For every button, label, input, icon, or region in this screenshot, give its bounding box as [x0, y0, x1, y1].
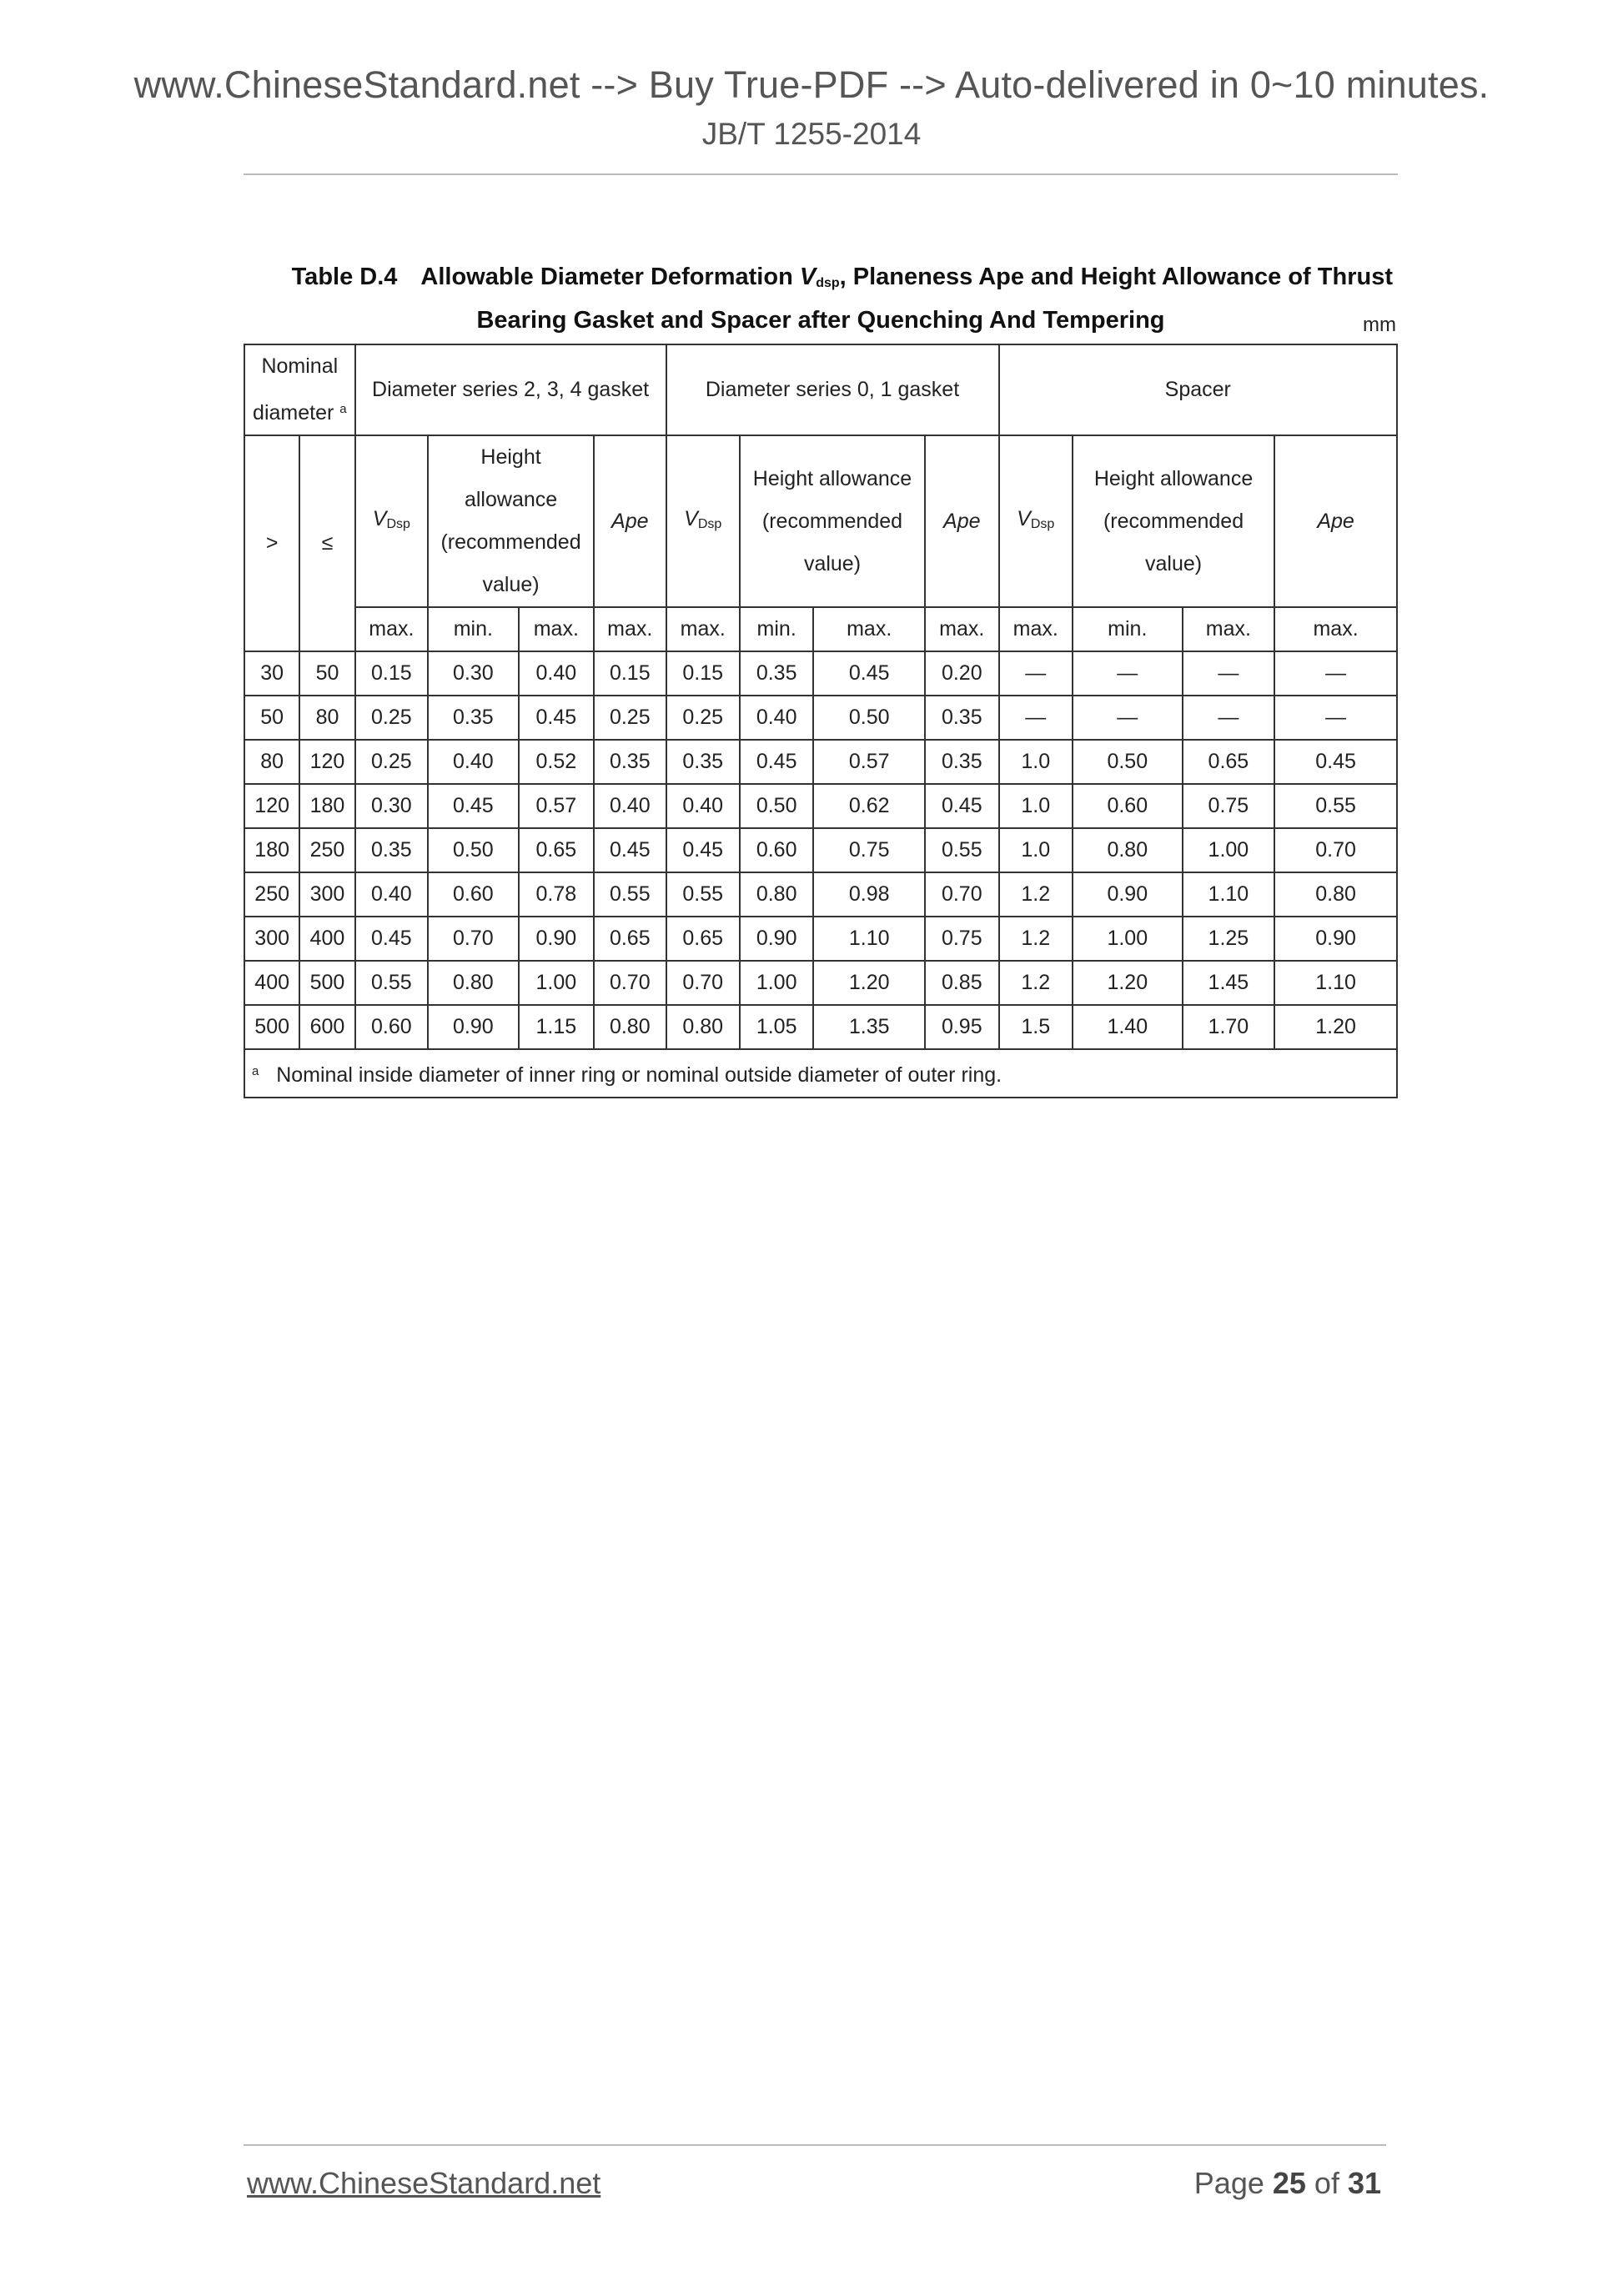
table-cell: 0.70	[594, 961, 666, 1005]
table-cell: 1.0	[999, 740, 1073, 784]
table-cell: 0.35	[594, 740, 666, 784]
table-cell: 0.30	[355, 784, 428, 828]
table-cell: 0.50	[428, 828, 519, 872]
footer-site-link[interactable]: www.ChineseStandard.net	[247, 2166, 601, 2200]
table-cell: 250	[299, 828, 354, 872]
table-cell: 1.2	[999, 961, 1073, 1005]
table-cell: 0.80	[1274, 872, 1397, 917]
table-cell: 0.80	[740, 872, 813, 917]
table-cell: 0.40	[428, 740, 519, 784]
table-cell: 0.45	[666, 828, 740, 872]
table-cell: —	[1183, 696, 1275, 740]
table-cell: 0.57	[519, 784, 594, 828]
table-cell: 0.57	[813, 740, 925, 784]
header-banner: www.ChineseStandard.net --> Buy True-PDF --> Auto-delivered in 0~10 minutes.	[133, 63, 1490, 106]
table-cell: 0.75	[925, 917, 998, 961]
table-cell: 0.65	[519, 828, 594, 872]
table-cell: 0.20	[925, 651, 998, 696]
table-cell: 1.2	[999, 917, 1073, 961]
limit-cell: max.	[355, 607, 428, 651]
table-row	[244, 961, 1397, 1005]
table-cell: 80	[299, 696, 354, 740]
table-cell: 1.10	[1183, 872, 1275, 917]
table-cell: 0.35	[355, 828, 428, 872]
table-cell: —	[1073, 696, 1183, 740]
table-cell: 0.80	[1073, 828, 1183, 872]
table-cell: 1.70	[1183, 1005, 1275, 1049]
table-row	[244, 784, 1397, 828]
col-height-1: Height allowance (recommended value)	[428, 435, 594, 607]
limit-cell: max.	[594, 607, 666, 651]
table-cell: 1.0	[999, 784, 1073, 828]
table-cell: 1.25	[1183, 917, 1275, 961]
table-cell: 0.80	[428, 961, 519, 1005]
footer-divider	[244, 2144, 1386, 2146]
table-cell: 0.65	[1183, 740, 1275, 784]
table-cell: 0.45	[594, 828, 666, 872]
table-cell: 0.90	[519, 917, 594, 961]
table-cell: 500	[244, 1005, 299, 1049]
table-cell: 0.25	[355, 696, 428, 740]
col-le: ≤	[299, 435, 354, 651]
table-cell: 0.45	[1274, 740, 1397, 784]
table-cell: 0.40	[740, 696, 813, 740]
table-cell: 1.05	[740, 1005, 813, 1049]
group-series-234: Diameter series 2, 3, 4 gasket	[355, 344, 666, 435]
col-ape-2: Ape	[925, 435, 998, 607]
table-cell: 0.60	[428, 872, 519, 917]
footnote-row	[244, 1049, 1397, 1098]
table-cell: 0.95	[925, 1005, 998, 1049]
deformation-table	[244, 344, 1398, 1098]
table-cell: 0.60	[1073, 784, 1183, 828]
caption-v: V	[799, 264, 817, 290]
table-cell: 1.5	[999, 1005, 1073, 1049]
table-body	[244, 651, 1397, 1049]
table-cell: 0.55	[925, 828, 998, 872]
header-divider	[244, 173, 1398, 175]
table-row	[244, 1005, 1397, 1049]
table-cell: 0.35	[925, 696, 998, 740]
table-cell: 0.62	[813, 784, 925, 828]
table-cell: 0.70	[1274, 828, 1397, 872]
page-indicator: Page 25 of 31	[1193, 2166, 1381, 2200]
table-cell: 0.55	[666, 872, 740, 917]
col-ape-1: Ape	[594, 435, 666, 607]
table-cell: 0.90	[740, 917, 813, 961]
table-cell: 0.35	[925, 740, 998, 784]
table-cell: 0.35	[428, 696, 519, 740]
table-cell: 1.00	[1073, 917, 1183, 961]
table-cell: 250	[244, 872, 299, 917]
table-cell: 120	[244, 784, 299, 828]
table-row	[244, 740, 1397, 784]
table-cell: —	[1274, 696, 1397, 740]
table-cell: 1.00	[740, 961, 813, 1005]
col-gt: >	[244, 435, 299, 651]
table-cell: 0.70	[428, 917, 519, 961]
table-cell: 0.60	[740, 828, 813, 872]
table-cell: 1.15	[519, 1005, 594, 1049]
table-cell: 0.40	[355, 872, 428, 917]
table-cell: —	[1274, 651, 1397, 696]
table-cell: 0.98	[813, 872, 925, 917]
table-cell: —	[1073, 651, 1183, 696]
limit-cell: max.	[925, 607, 998, 651]
group-spacer: Spacer	[999, 344, 1397, 435]
table-cell: —	[999, 651, 1073, 696]
table-cell: 0.80	[666, 1005, 740, 1049]
table-cell: 0.75	[813, 828, 925, 872]
table-cell: 180	[299, 784, 354, 828]
table-cell: 0.25	[666, 696, 740, 740]
table-cell: 0.55	[1274, 784, 1397, 828]
table-cell: 1.20	[813, 961, 925, 1005]
table-cell: 0.70	[666, 961, 740, 1005]
table-cell: 0.65	[666, 917, 740, 961]
table-cell: 1.00	[519, 961, 594, 1005]
limit-cell: min.	[740, 607, 813, 651]
limit-cell: max.	[1183, 607, 1275, 651]
group-series-01: Diameter series 0, 1 gasket	[666, 344, 999, 435]
table-cell: 0.40	[519, 651, 594, 696]
table-cell: 1.35	[813, 1005, 925, 1049]
table-cell: 300	[299, 872, 354, 917]
col-height-2: Height allowance (recommended value)	[740, 435, 925, 607]
col-ape-3: Ape	[1274, 435, 1397, 607]
caption-v-sub: dsp	[816, 276, 840, 290]
table-cell: 0.80	[594, 1005, 666, 1049]
table-cell: 400	[244, 961, 299, 1005]
table-cell: 300	[244, 917, 299, 961]
table-cell: 0.50	[1073, 740, 1183, 784]
table-cell: 0.35	[740, 651, 813, 696]
table-cell: 0.15	[666, 651, 740, 696]
table-cell: 0.45	[813, 651, 925, 696]
table-cell: 0.45	[355, 917, 428, 961]
unit-label: mm	[1363, 314, 1396, 336]
table-cell: 1.45	[1183, 961, 1275, 1005]
col-vdsp-3: $V_{Dsp}$	[999, 435, 1073, 607]
table-cell: 0.90	[1274, 917, 1397, 961]
table-cell: 1.0	[999, 828, 1073, 872]
table-cell: 0.50	[813, 696, 925, 740]
table-cell: 0.78	[519, 872, 594, 917]
table-number: Table D.4	[291, 264, 398, 290]
table-cell: 400	[299, 917, 354, 961]
table-cell: 0.45	[519, 696, 594, 740]
table-row	[244, 917, 1397, 961]
table-cell: 500	[299, 961, 354, 1005]
table-cell: 0.75	[1183, 784, 1275, 828]
table-cell: 80	[244, 740, 299, 784]
table-cell: 0.15	[594, 651, 666, 696]
limit-cell: max.	[519, 607, 594, 651]
table-cell: 0.55	[355, 961, 428, 1005]
table-cell: 0.40	[594, 784, 666, 828]
table-cell: 1.40	[1073, 1005, 1183, 1049]
caption-text-b: , Planeness Ape and Height Allowance of Thrust	[839, 264, 1393, 290]
table-cell: 1.20	[1274, 1005, 1397, 1049]
table-row	[244, 872, 1397, 917]
limit-cell: min.	[428, 607, 519, 651]
table-row	[244, 651, 1397, 696]
table-cell: 30	[244, 651, 299, 696]
caption-text-a: Allowable Diameter Deformation	[420, 264, 800, 290]
table-cell: 0.40	[666, 784, 740, 828]
table-cell: 0.85	[925, 961, 998, 1005]
table-cell: 0.65	[594, 917, 666, 961]
limit-cell: max.	[999, 607, 1073, 651]
footnote: $^a$ Nominal inside diameter of inner ring or nominal outside diameter of outer ring.	[244, 1049, 1397, 1098]
limit-cell: min.	[1073, 607, 1183, 651]
table-cell: 1.20	[1073, 961, 1183, 1005]
table-cell: 0.45	[925, 784, 998, 828]
limit-cell: max.	[1274, 607, 1397, 651]
table-cell: 1.10	[1274, 961, 1397, 1005]
table-cell: 600	[299, 1005, 354, 1049]
table-cell: 0.25	[594, 696, 666, 740]
table-cell: 0.70	[925, 872, 998, 917]
table-cell: 0.90	[1073, 872, 1183, 917]
header-row-2	[244, 435, 1397, 607]
table-row	[244, 696, 1397, 740]
table-cell: 1.00	[1183, 828, 1275, 872]
table-cell: 0.45	[740, 740, 813, 784]
table-cell: —	[999, 696, 1073, 740]
col-height-3: Height allowance (recommended value)	[1073, 435, 1274, 607]
table-row	[244, 828, 1397, 872]
table-cell: 0.15	[355, 651, 428, 696]
col-vdsp-2: $V_{Dsp}$	[666, 435, 740, 607]
table-cell: 1.10	[813, 917, 925, 961]
table-cell: 0.45	[428, 784, 519, 828]
limit-cell: max.	[666, 607, 740, 651]
table-cell: 0.52	[519, 740, 594, 784]
table-caption-line1	[244, 264, 1398, 291]
table-cell: 1.2	[999, 872, 1073, 917]
table-cell: 120	[299, 740, 354, 784]
nominal-diameter-header: Nominal diameter $^a$	[244, 344, 355, 435]
standard-number: JB/T 1255-2014	[701, 117, 922, 151]
table-cell: 0.60	[355, 1005, 428, 1049]
table-cell: 0.55	[594, 872, 666, 917]
table-cell: 180	[244, 828, 299, 872]
table-cell: —	[1183, 651, 1275, 696]
table-cell: 0.90	[428, 1005, 519, 1049]
table-cell: 0.50	[740, 784, 813, 828]
col-vdsp-1: $V_{Dsp}$	[355, 435, 428, 607]
table-caption-line2: Bearing Gasket and Spacer after Quenching And Tempering	[476, 307, 1165, 334]
table-cell: 0.30	[428, 651, 519, 696]
table-cell: 50	[299, 651, 354, 696]
limit-cell: max.	[813, 607, 925, 651]
table-cell: 50	[244, 696, 299, 740]
header-row-3	[244, 607, 1397, 651]
table-cell: 0.25	[355, 740, 428, 784]
table-cell: 0.35	[666, 740, 740, 784]
header-row-1	[244, 344, 1397, 435]
